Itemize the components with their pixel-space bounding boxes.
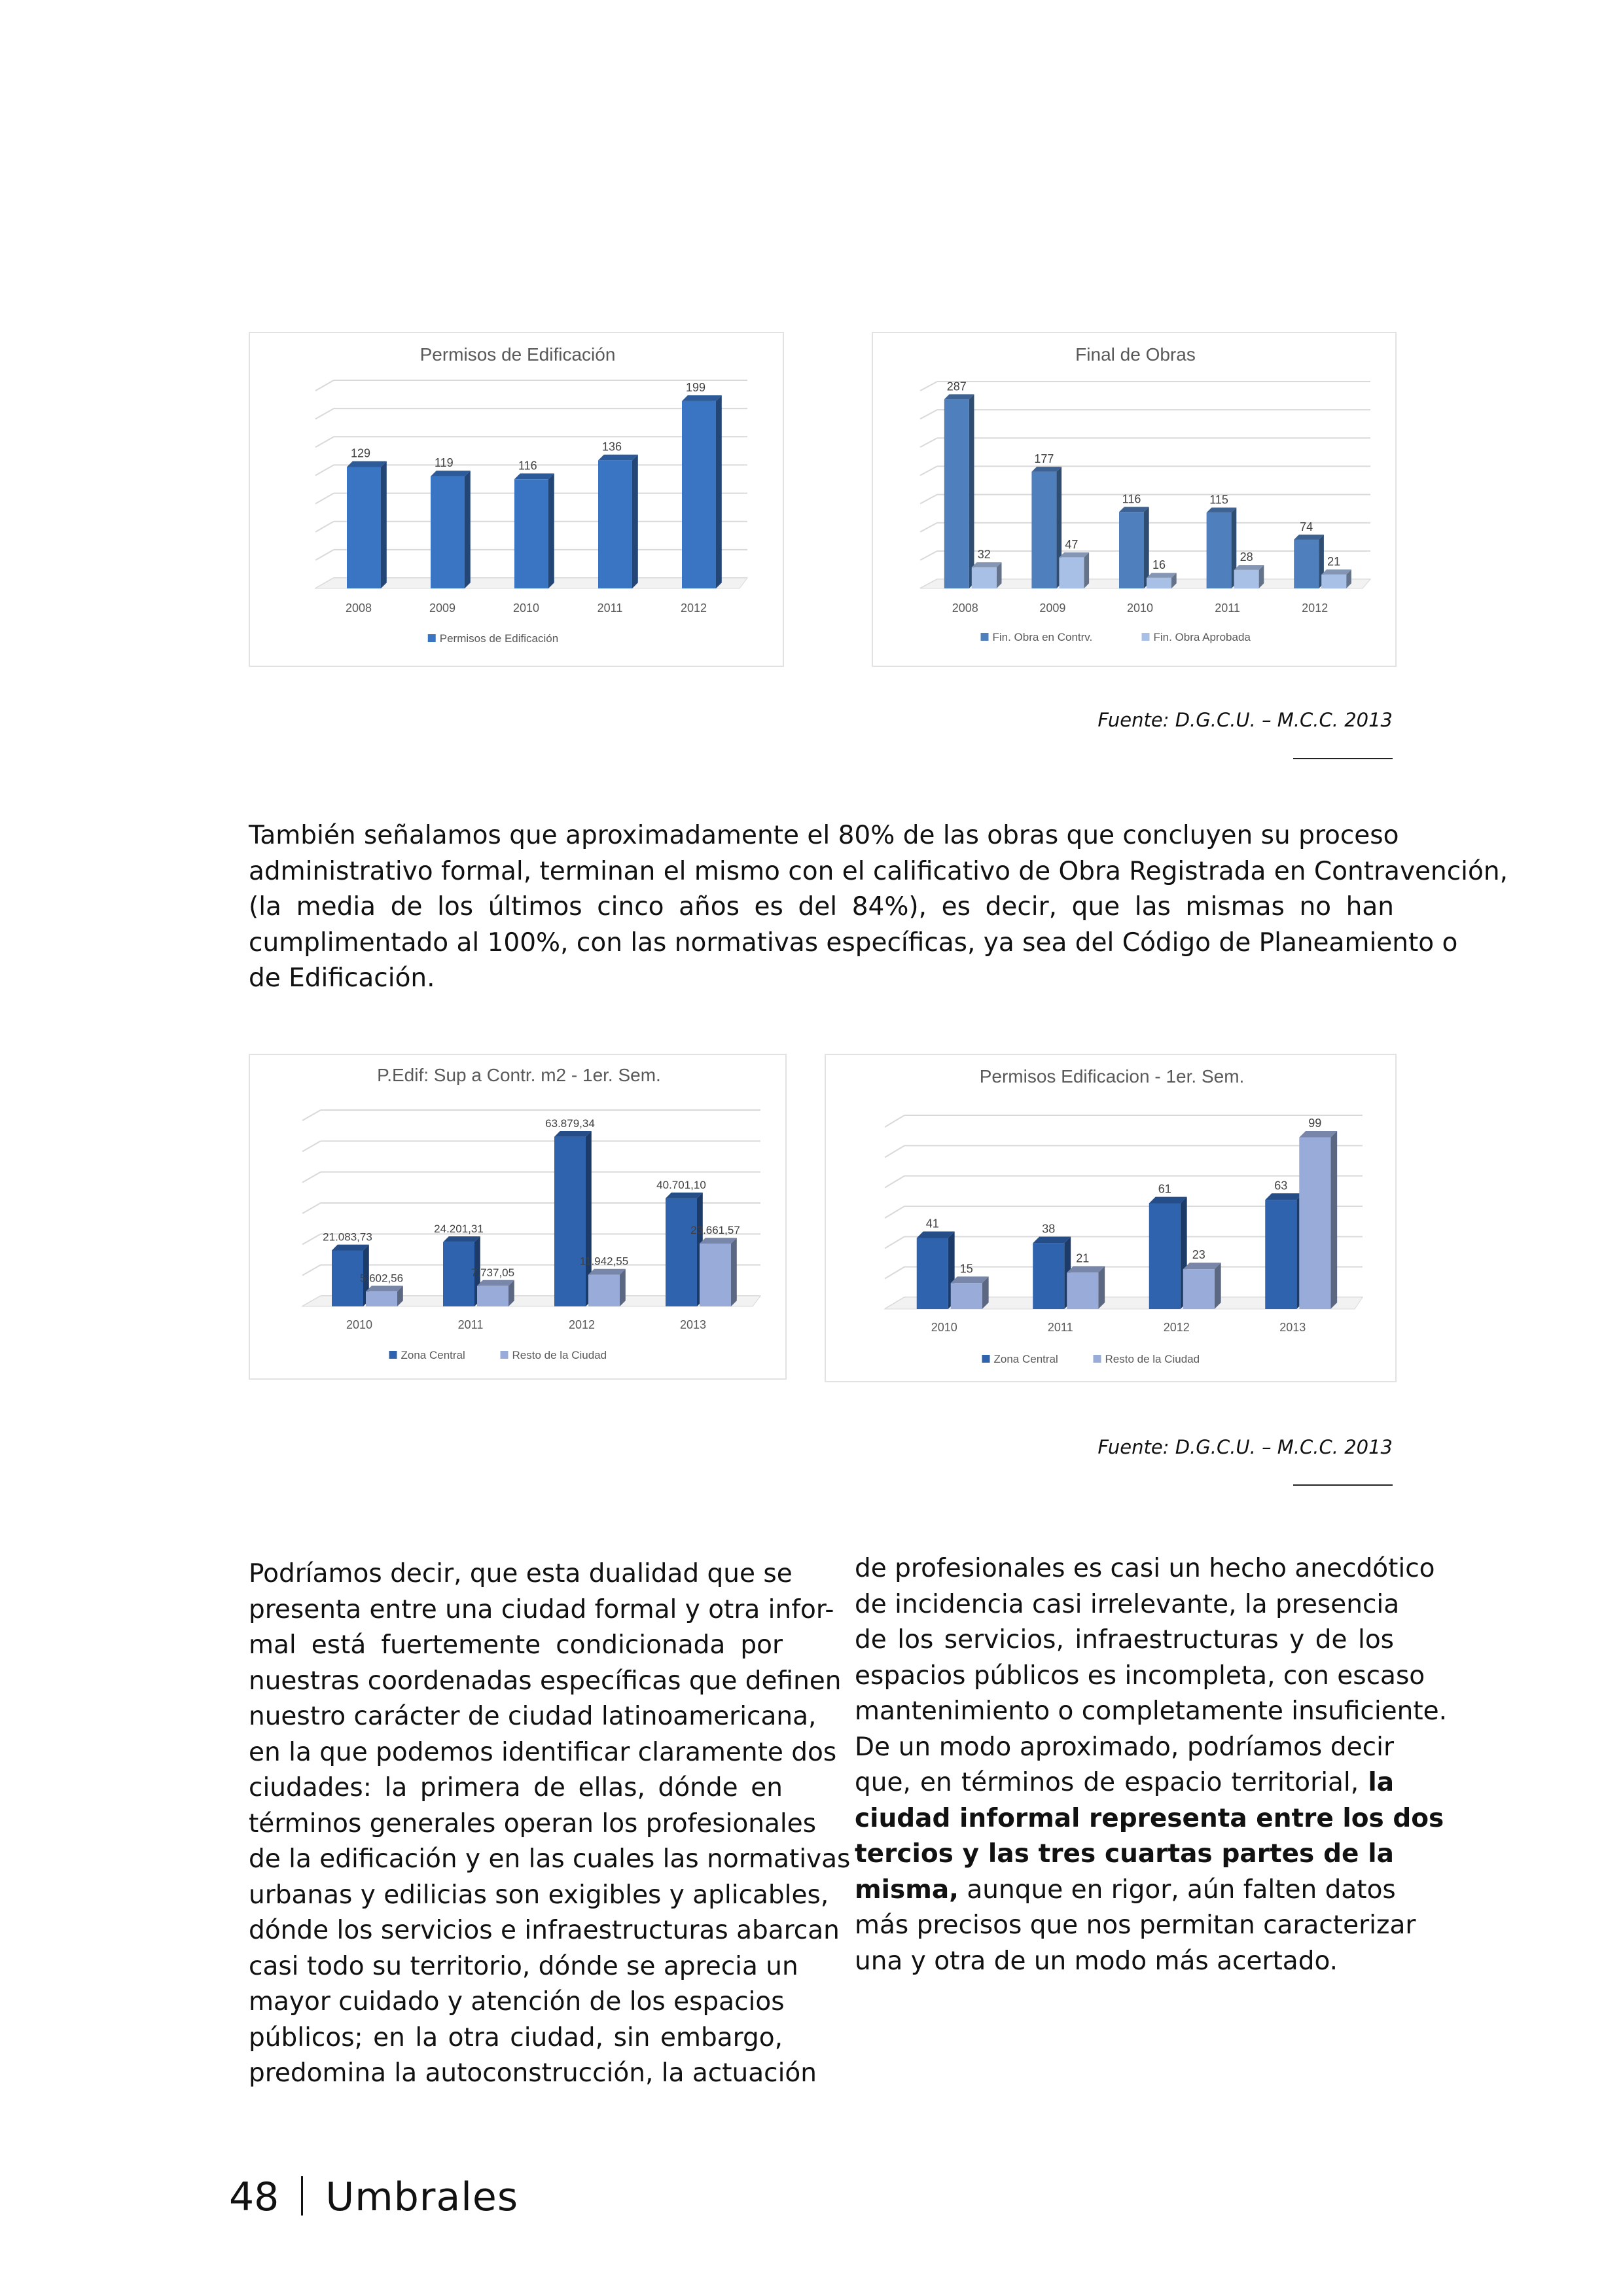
bar [1207,512,1232,588]
text-line: nuestro carácter de ciudad latinoamericana, [249,1702,817,1731]
text-line: de incidencia casi irrelevante, la presencia [855,1589,1400,1619]
bar [431,476,465,588]
data-label: 15 [959,1262,973,1276]
bar [666,1198,697,1306]
bar-top [332,1245,369,1251]
legend-label: Resto de la Ciudad [512,1349,607,1361]
page-footer [229,2174,518,2220]
gridline-depth [302,1265,321,1276]
bar-top [588,1269,626,1275]
bar-top [431,471,471,476]
category-label: 2008 [345,601,372,615]
data-label: 129 [351,446,371,460]
gridline-depth [315,437,334,447]
bar [682,401,716,588]
data-label: 16 [1152,558,1166,572]
source-rule-1 [1293,758,1393,759]
gridline-depth [885,1267,904,1279]
data-label: 116 [518,459,537,473]
gridline-depth [315,380,334,391]
bar [554,1137,586,1306]
text-line: dónde los servicios e infraestructuras abarcan [249,1916,840,1945]
category-label: 2012 [568,1318,596,1331]
text-segment: que, en términos de espacio territorial, [855,1768,1359,1797]
emphasis-text: ciudad informal representa entre los dos [855,1803,1444,1833]
legend-label: Zona Central [993,1353,1058,1365]
bar-top [554,1131,592,1137]
gridline-depth [920,438,937,447]
text-line: una y otra de un modo más acertado. [855,1946,1338,1976]
bar-top [366,1285,403,1291]
bar [514,479,548,588]
text-line: presenta entre una ciudad formal y otra infor- [249,1594,834,1624]
data-label: 74 [1300,520,1313,533]
gridline-depth [315,550,334,560]
bar [1234,570,1259,588]
bar-top [944,394,974,399]
category-label: 2011 [457,1318,484,1331]
bar [1033,1243,1064,1309]
gridline-depth [920,495,937,504]
category-label: 2012 [1163,1321,1190,1334]
gridline-depth [302,1203,321,1213]
data-label: 21 [1327,555,1341,569]
data-label: 11.942,55 [579,1255,629,1268]
gridline-depth [920,466,937,475]
bar [944,399,969,588]
data-label: 21 [1076,1251,1090,1265]
bar-top [700,1238,737,1244]
gridline-depth [885,1236,904,1248]
data-label: 41 [925,1217,939,1230]
category-label: 2012 [680,601,707,615]
bar-top [347,461,387,467]
data-label: 47 [1065,537,1079,551]
bar-top [1033,1236,1071,1243]
legend-label: Permisos de Edificación [439,632,559,645]
text-line: de profesionales es casi un hecho anecdótico [855,1554,1435,1583]
bar [972,567,997,588]
data-label: 177 [1034,452,1054,466]
bar-side [1144,507,1149,588]
data-label: 5.602,56 [359,1272,404,1285]
bar-side [1330,1131,1337,1309]
bar-side [731,1238,737,1306]
gridline-depth [885,1115,904,1127]
bar-top [1234,565,1264,570]
text-line: de los servicios, infraestructuras y de los [855,1625,1394,1655]
text-line: términos generales operan los profesionales [249,1808,817,1839]
data-label: 116 [1122,492,1141,506]
legend-swatch [389,1351,397,1359]
bar [347,467,381,588]
data-label: 287 [946,380,967,393]
bar-top [951,1276,989,1283]
bar-top [1147,573,1177,578]
gridline-depth [920,523,937,532]
category-label: 2011 [1047,1321,1073,1334]
text-line: públicos; en la otra ciudad, sin embargo, [249,2022,783,2053]
data-label: 61 [1158,1182,1171,1196]
emphasis-text: la [1368,1768,1395,1797]
legend-swatch [1142,633,1150,641]
data-label: 23.661,57 [690,1224,740,1237]
bar [1149,1203,1181,1309]
bar [1321,575,1346,588]
text-segment: aunque en rigor, aún falten datos [967,1874,1396,1905]
bar [700,1244,731,1306]
chart-final-obras-svg [873,333,1398,668]
bar [1294,540,1319,588]
category-label: 2010 [512,601,540,615]
bar-side [632,455,638,588]
chart-superficie-1er-sem-svg [250,1055,788,1381]
category-label: 2009 [1039,601,1066,615]
data-label: 21.083,73 [323,1230,372,1244]
bar-side [465,471,471,588]
legend-swatch [1094,1355,1101,1363]
category-label: 2011 [1215,601,1240,615]
data-label: 23 [1192,1248,1205,1262]
bar [1067,1272,1098,1309]
data-label: 38 [1042,1222,1056,1236]
bar [1031,472,1056,588]
bar-top [1149,1197,1187,1204]
gridline-depth [302,1234,321,1244]
chart-final-obras [872,332,1397,667]
text-line: ciudades: la primera de ellas, dónde en [249,1773,783,1803]
gridline-depth [315,408,334,419]
text-line [855,1873,1394,1909]
bar-top [1183,1263,1221,1269]
data-label: 119 [435,456,454,470]
legend-label: Fin. Obra Aprobada [1153,631,1251,643]
category-label: 2012 [1302,601,1329,615]
gridline-depth [315,465,334,475]
gridline-depth [885,1145,904,1157]
category-label: 2008 [952,601,978,615]
bar-top [1265,1193,1303,1200]
chart-title: Final de Obras [1075,344,1196,365]
text-line: urbanas y edilicias son exigibles y aplicables, [249,1880,829,1910]
bar [588,1275,620,1306]
text-line: en la que podemos identificar claramente dos [249,1737,837,1767]
data-label: 136 [602,440,622,454]
legend-swatch [501,1351,508,1359]
source-caption-2: Fuente: D.G.C.U. – M.C.C. 2013 [1097,1436,1393,1458]
chart-permisos-edificacion [249,332,784,667]
magazine-name: Umbrales [325,2174,519,2220]
column-right [855,1551,1448,1979]
bar-top [1321,569,1351,575]
gridline-depth [315,493,334,504]
bar [1265,1200,1296,1309]
bar-top [1031,467,1061,472]
text-line: También señalamos que aproximadamente el 80% de las obras que concluyen su proceso [249,821,1399,850]
bar-top [514,473,554,479]
bar-top [1067,1266,1105,1273]
bar-top [598,455,638,461]
bar [598,460,632,588]
bar [1147,578,1171,588]
source-rule-2 [1293,1484,1393,1486]
column-left [249,1556,851,2092]
text-line: mayor cuidado y atención de los espacios [249,1987,785,2017]
data-label: 63.879,34 [545,1117,595,1130]
legend-label: Resto de la Ciudad [1105,1353,1200,1365]
bar-side [381,461,387,588]
legend-swatch [428,634,436,642]
paragraph-contravencion [249,818,1508,997]
bar-top [1207,508,1237,513]
bar-side [716,395,722,588]
legend-label: Zona Central [401,1349,465,1361]
text-line: administrativo formal, terminan el mismo con el calificativo de Obra Registrada en Contravención, [249,856,1508,886]
bar [366,1291,397,1306]
bar-top [917,1232,955,1238]
data-label: 99 [1308,1116,1322,1130]
footer-separator [301,2176,303,2215]
text-line: espacios públicos es incompleta, con escaso [855,1660,1425,1691]
text-line: predomina la autoconstrucción, la actuación [249,2058,817,2088]
bar-side [548,473,554,588]
bar [951,1283,982,1309]
legend-swatch [981,633,989,641]
text-line: nuestras coordenadas específicas que definen [249,1666,842,1696]
text-line: De un modo aproximado, podríamos decir [855,1732,1394,1762]
gridline-depth [302,1141,321,1151]
text-line: más precisos que nos permitan caracterizar [855,1910,1416,1940]
data-label: 7.737,05 [471,1266,515,1279]
text-line: cumplimentado al 100%, con las normativas específicas, ya sea del Código de Planeamiento o [249,927,1458,958]
bar-side [1098,1266,1105,1310]
text-line [855,1801,1444,1837]
bar-side [620,1269,626,1306]
text-line [855,1765,1394,1801]
bar-top [443,1236,480,1242]
bar [1119,512,1144,588]
page-number: 48 [229,2174,279,2220]
data-label: 32 [977,548,991,562]
chart-title: P.Edif: Sup a Contr. m2 - 1er. Sem. [377,1065,661,1085]
gridline-depth [885,1206,904,1218]
legend-swatch [982,1355,990,1363]
legend-label: Fin. Obra en Contrv. [992,631,1093,643]
category-label: 2013 [679,1318,707,1331]
data-label: 63 [1274,1179,1288,1193]
bar-top [666,1193,703,1198]
text-line: Podríamos decir, que esta dualidad que se [249,1559,793,1588]
bar-top [1059,552,1089,558]
gridline-depth [920,410,937,419]
bar [1183,1269,1215,1309]
bar-top [682,395,722,401]
category-label: 2009 [429,601,456,615]
category-label: 2013 [1279,1321,1306,1334]
bar-top [1294,535,1324,540]
gridline-depth [920,551,937,560]
gridline-depth [302,1110,321,1121]
gridline-depth [302,1172,321,1183]
bar [332,1250,363,1306]
text-line: mantenimiento o completamente insuficiente. [855,1696,1448,1726]
text-line: casi todo su territorio, dónde se aprecia un [249,1951,798,1981]
chart-title: Permisos de Edificación [419,344,616,365]
bar [1059,558,1084,588]
chart-permisos-1er-sem [825,1054,1397,1382]
data-label: 199 [686,381,706,395]
data-label: 40.701,10 [656,1179,706,1192]
source-caption-1: Fuente: D.G.C.U. – M.C.C. 2013 [1097,709,1393,731]
text-line: de Edificación. [249,963,435,993]
gridline-depth [885,1176,904,1188]
emphasis-text: misma, [855,1874,959,1905]
chart-permisos-1er-sem-svg [826,1055,1398,1384]
data-label: 24.201,31 [434,1223,484,1236]
text-line [855,1837,1394,1873]
bar-top [1119,507,1149,512]
chart-permisos-edificacion-svg [250,333,785,668]
bar [477,1286,508,1306]
bar-side [1084,552,1089,588]
bar [443,1242,474,1306]
text-line: (la media de los últimos cinco años es del 84%), es decir, que las mismas no han [249,892,1394,922]
category-label: 2010 [1126,601,1154,615]
category-label: 2011 [597,601,623,615]
emphasis-text: tercios y las tres cuartas partes de la [855,1839,1394,1869]
text-line: mal está fuertemente condicionada por [249,1630,783,1660]
chart-title: Permisos Edificacion - 1er. Sem. [979,1066,1245,1086]
chart-superficie-1er-sem [249,1054,787,1380]
bar-top [477,1280,514,1286]
data-label: 115 [1209,493,1228,507]
text-line: de la edificación y en las cuales las normativas [249,1844,851,1874]
gridline-depth [920,382,937,391]
bar-side [969,394,974,588]
category-label: 2010 [346,1318,373,1331]
category-label: 2010 [931,1321,957,1334]
bar-top [1299,1131,1337,1138]
bar [1299,1138,1330,1309]
bar [917,1238,948,1309]
data-label: 28 [1240,550,1253,564]
gridline-depth [315,522,334,532]
bar-top [972,562,1002,567]
bar-side [1215,1263,1221,1309]
